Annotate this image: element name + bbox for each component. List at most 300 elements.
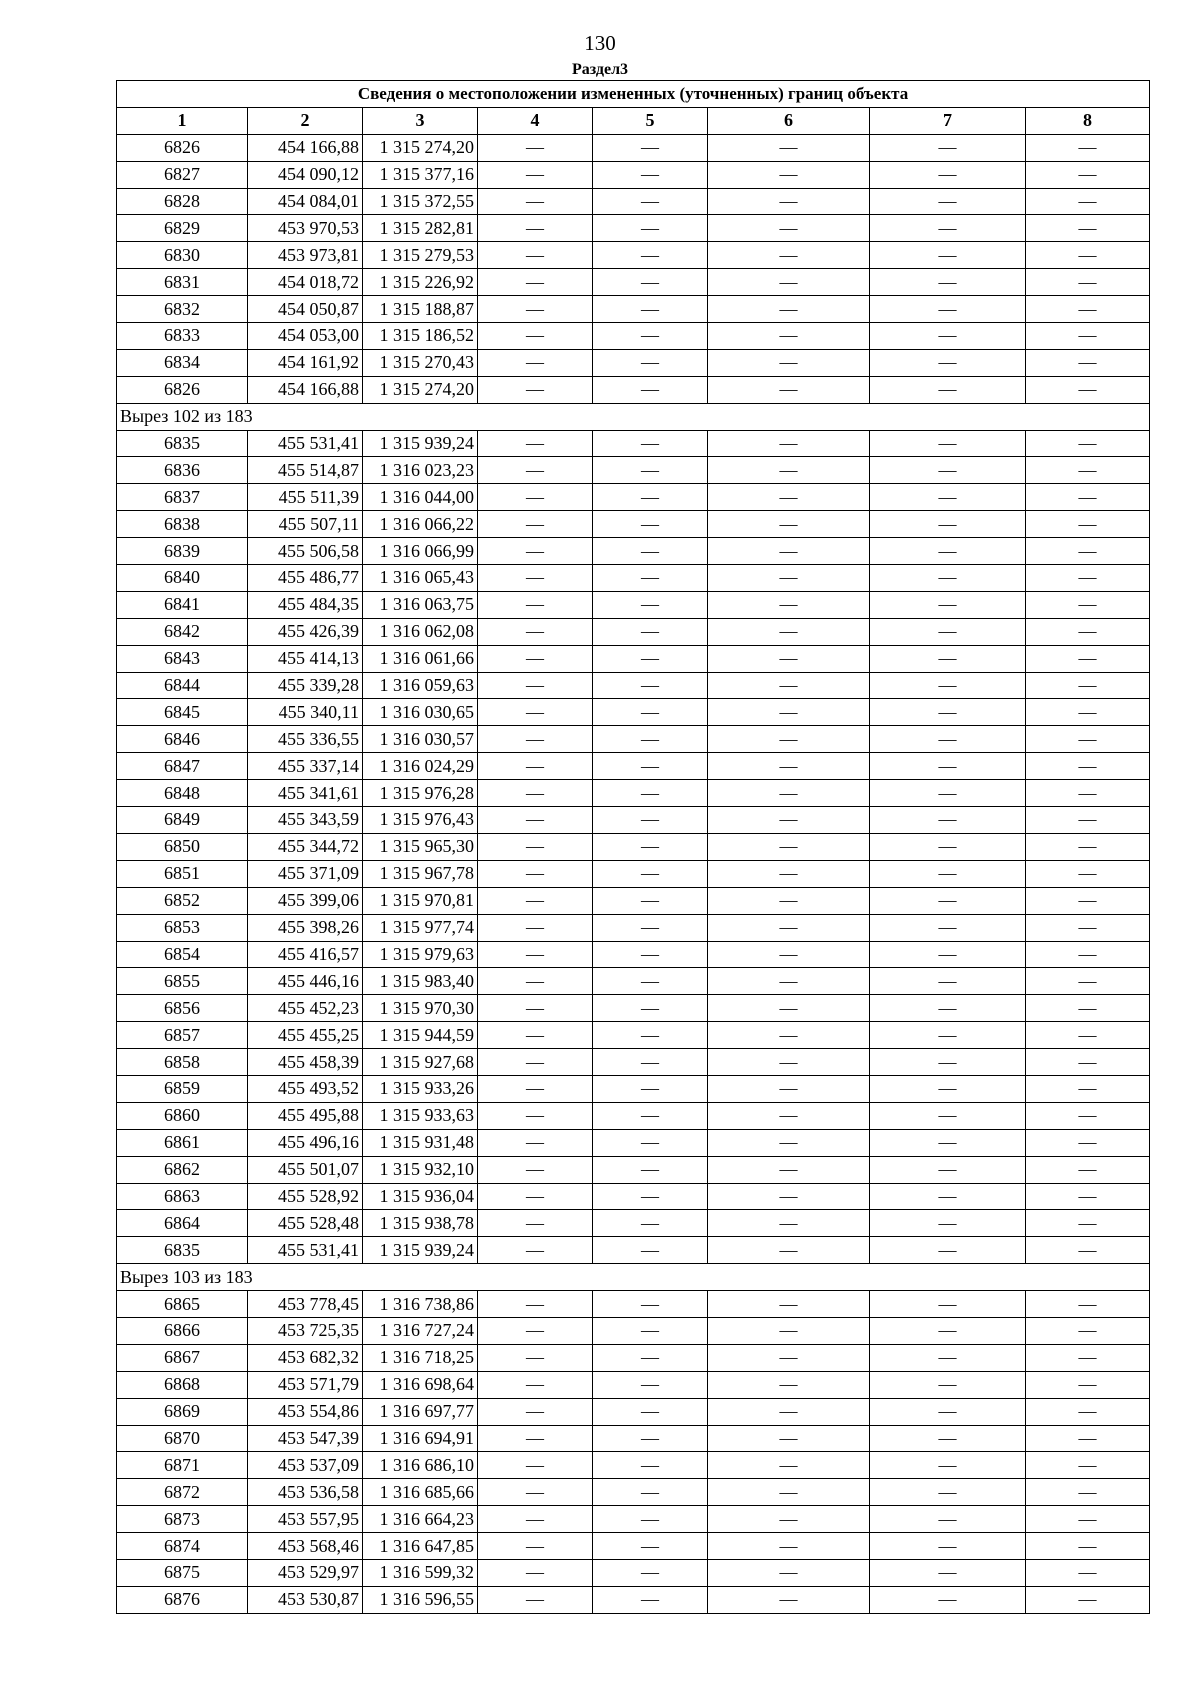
empty-value-cell: — [708, 833, 870, 860]
group-header-row [117, 403, 1150, 430]
empty-value-cell: — [870, 484, 1026, 511]
empty-value-cell: — [708, 1479, 870, 1506]
empty-value-cell: — [593, 780, 708, 807]
y-coordinate-cell: 1 315 933,63 [363, 1102, 478, 1129]
table-row [117, 1533, 1150, 1560]
table-row [117, 1237, 1150, 1264]
point-number-cell: 6870 [117, 1425, 248, 1452]
table-row [117, 511, 1150, 538]
x-coordinate-cell: 453 973,81 [248, 242, 363, 269]
point-number-cell: 6826 [117, 376, 248, 403]
y-coordinate-cell: 1 316 063,75 [363, 591, 478, 618]
x-coordinate-cell: 455 426,39 [248, 618, 363, 645]
point-number-cell: 6845 [117, 699, 248, 726]
table-row [117, 968, 1150, 995]
empty-value-cell: — [593, 323, 708, 350]
point-number-cell: 6826 [117, 134, 248, 161]
x-coordinate-cell: 455 337,14 [248, 753, 363, 780]
empty-value-cell: — [478, 914, 593, 941]
empty-value-cell: — [478, 1425, 593, 1452]
empty-value-cell: — [593, 591, 708, 618]
x-coordinate-cell: 455 341,61 [248, 780, 363, 807]
y-coordinate-cell: 1 315 186,52 [363, 323, 478, 350]
empty-value-cell: — [1026, 672, 1150, 699]
x-coordinate-cell: 455 336,55 [248, 726, 363, 753]
table-row [117, 753, 1150, 780]
table-row [117, 430, 1150, 457]
empty-value-cell: — [593, 296, 708, 323]
empty-value-cell: — [708, 1022, 870, 1049]
table-row [117, 457, 1150, 484]
empty-value-cell: — [478, 1049, 593, 1076]
point-number-cell: 6863 [117, 1183, 248, 1210]
empty-value-cell: — [708, 1075, 870, 1102]
empty-value-cell: — [870, 618, 1026, 645]
x-coordinate-cell: 455 340,11 [248, 699, 363, 726]
empty-value-cell: — [870, 860, 1026, 887]
y-coordinate-cell: 1 315 983,40 [363, 968, 478, 995]
empty-value-cell: — [593, 269, 708, 296]
section-title: Раздел3 [571, 61, 629, 78]
y-coordinate-cell: 1 316 065,43 [363, 565, 478, 592]
table-caption: Сведения о местоположении измененных (уточненных) границ объекта [117, 81, 1150, 108]
empty-value-cell: — [593, 887, 708, 914]
empty-value-cell: — [593, 1291, 708, 1318]
x-coordinate-cell: 453 529,97 [248, 1559, 363, 1586]
empty-value-cell: — [478, 1022, 593, 1049]
x-coordinate-cell: 455 506,58 [248, 538, 363, 565]
empty-value-cell: — [1026, 1237, 1150, 1264]
empty-value-cell: — [1026, 1049, 1150, 1076]
empty-value-cell: — [478, 215, 593, 242]
point-number-cell: 6842 [117, 618, 248, 645]
column-number: 1 [117, 107, 248, 134]
empty-value-cell: — [593, 1183, 708, 1210]
empty-value-cell: — [708, 807, 870, 834]
column-number: 5 [593, 107, 708, 134]
table-row [117, 349, 1150, 376]
y-coordinate-cell: 1 315 976,28 [363, 780, 478, 807]
empty-value-cell: — [1026, 349, 1150, 376]
empty-value-cell: — [1026, 914, 1150, 941]
x-coordinate-cell: 453 568,46 [248, 1533, 363, 1560]
x-coordinate-cell: 455 514,87 [248, 457, 363, 484]
y-coordinate-cell: 1 315 274,20 [363, 376, 478, 403]
empty-value-cell: — [870, 1075, 1026, 1102]
empty-value-cell: — [478, 1129, 593, 1156]
y-coordinate-cell: 1 315 279,53 [363, 242, 478, 269]
table-row [117, 1049, 1150, 1076]
empty-value-cell: — [870, 914, 1026, 941]
empty-value-cell: — [708, 1317, 870, 1344]
point-number-cell: 6832 [117, 296, 248, 323]
point-number-cell: 6871 [117, 1452, 248, 1479]
column-number: 2 [248, 107, 363, 134]
empty-value-cell: — [708, 968, 870, 995]
empty-value-cell: — [870, 1049, 1026, 1076]
x-coordinate-cell: 455 446,16 [248, 968, 363, 995]
empty-value-cell: — [708, 1049, 870, 1076]
empty-value-cell: — [1026, 430, 1150, 457]
point-number-cell: 6874 [117, 1533, 248, 1560]
empty-value-cell: — [870, 134, 1026, 161]
table-row [117, 296, 1150, 323]
empty-value-cell: — [1026, 1075, 1150, 1102]
y-coordinate-cell: 1 315 976,43 [363, 807, 478, 834]
empty-value-cell: — [870, 1022, 1026, 1049]
empty-value-cell: — [593, 215, 708, 242]
empty-value-cell: — [708, 1156, 870, 1183]
empty-value-cell: — [1026, 484, 1150, 511]
empty-value-cell: — [870, 1398, 1026, 1425]
empty-value-cell: — [708, 1533, 870, 1560]
point-number-cell: 6834 [117, 349, 248, 376]
y-coordinate-cell: 1 315 965,30 [363, 833, 478, 860]
empty-value-cell: — [1026, 833, 1150, 860]
empty-value-cell: — [708, 1371, 870, 1398]
table-row [117, 941, 1150, 968]
empty-value-cell: — [870, 1479, 1026, 1506]
empty-value-cell: — [870, 753, 1026, 780]
y-coordinate-cell: 1 315 979,63 [363, 941, 478, 968]
table-row [117, 1398, 1150, 1425]
empty-value-cell: — [708, 941, 870, 968]
y-coordinate-cell: 1 316 030,57 [363, 726, 478, 753]
x-coordinate-cell: 455 528,92 [248, 1183, 363, 1210]
empty-value-cell: — [870, 833, 1026, 860]
empty-value-cell: — [870, 941, 1026, 968]
empty-value-cell: — [593, 1479, 708, 1506]
empty-value-cell: — [870, 511, 1026, 538]
empty-value-cell: — [708, 1129, 870, 1156]
empty-value-cell: — [478, 833, 593, 860]
x-coordinate-cell: 455 496,16 [248, 1129, 363, 1156]
y-coordinate-cell: 1 316 062,08 [363, 618, 478, 645]
y-coordinate-cell: 1 315 970,81 [363, 887, 478, 914]
empty-value-cell: — [870, 1533, 1026, 1560]
empty-value-cell: — [1026, 780, 1150, 807]
empty-value-cell: — [1026, 1129, 1150, 1156]
x-coordinate-cell: 455 493,52 [248, 1075, 363, 1102]
empty-value-cell: — [1026, 269, 1150, 296]
empty-value-cell: — [593, 995, 708, 1022]
empty-value-cell: — [478, 618, 593, 645]
y-coordinate-cell: 1 316 694,91 [363, 1425, 478, 1452]
y-coordinate-cell: 1 316 738,86 [363, 1291, 478, 1318]
empty-value-cell: — [1026, 699, 1150, 726]
point-number-cell: 6844 [117, 672, 248, 699]
point-number-cell: 6873 [117, 1506, 248, 1533]
empty-value-cell: — [1026, 1102, 1150, 1129]
table-row [117, 645, 1150, 672]
point-number-cell: 6869 [117, 1398, 248, 1425]
empty-value-cell: — [478, 1533, 593, 1560]
point-number-cell: 6872 [117, 1479, 248, 1506]
empty-value-cell: — [708, 1210, 870, 1237]
column-number: 6 [708, 107, 870, 134]
x-coordinate-cell: 454 090,12 [248, 161, 363, 188]
empty-value-cell: — [1026, 941, 1150, 968]
empty-value-cell: — [870, 807, 1026, 834]
point-number-cell: 6829 [117, 215, 248, 242]
empty-value-cell: — [708, 1586, 870, 1613]
empty-value-cell: — [593, 1371, 708, 1398]
point-number-cell: 6852 [117, 887, 248, 914]
x-coordinate-cell: 453 537,09 [248, 1452, 363, 1479]
empty-value-cell: — [478, 565, 593, 592]
table-row [117, 1586, 1150, 1613]
x-coordinate-cell: 453 554,86 [248, 1398, 363, 1425]
empty-value-cell: — [593, 1344, 708, 1371]
point-number-cell: 6846 [117, 726, 248, 753]
y-coordinate-cell: 1 315 927,68 [363, 1049, 478, 1076]
x-coordinate-cell: 455 484,35 [248, 591, 363, 618]
empty-value-cell: — [1026, 296, 1150, 323]
empty-value-cell: — [708, 511, 870, 538]
empty-value-cell: — [478, 296, 593, 323]
empty-value-cell: — [870, 672, 1026, 699]
empty-value-cell: — [593, 618, 708, 645]
table-row [117, 376, 1150, 403]
point-number-cell: 6865 [117, 1291, 248, 1318]
empty-value-cell: — [478, 1452, 593, 1479]
empty-value-cell: — [478, 753, 593, 780]
empty-value-cell: — [1026, 215, 1150, 242]
empty-value-cell: — [593, 753, 708, 780]
empty-value-cell: — [1026, 376, 1150, 403]
empty-value-cell: — [478, 699, 593, 726]
empty-value-cell: — [708, 565, 870, 592]
empty-value-cell: — [593, 1506, 708, 1533]
empty-value-cell: — [708, 215, 870, 242]
empty-value-cell: — [1026, 1344, 1150, 1371]
y-coordinate-cell: 1 316 718,25 [363, 1344, 478, 1371]
x-coordinate-cell: 454 166,88 [248, 134, 363, 161]
empty-value-cell: — [478, 1479, 593, 1506]
x-coordinate-cell: 455 344,72 [248, 833, 363, 860]
page-number: 130 [584, 31, 616, 55]
table-row [117, 887, 1150, 914]
empty-value-cell: — [593, 242, 708, 269]
empty-value-cell: — [1026, 1210, 1150, 1237]
empty-value-cell: — [593, 349, 708, 376]
empty-value-cell: — [708, 188, 870, 215]
point-number-cell: 6862 [117, 1156, 248, 1183]
y-coordinate-cell: 1 315 931,48 [363, 1129, 478, 1156]
point-number-cell: 6849 [117, 807, 248, 834]
x-coordinate-cell: 455 495,88 [248, 1102, 363, 1129]
table-row [117, 1371, 1150, 1398]
empty-value-cell: — [478, 430, 593, 457]
empty-value-cell: — [1026, 538, 1150, 565]
empty-value-cell: — [1026, 1156, 1150, 1183]
x-coordinate-cell: 455 371,09 [248, 860, 363, 887]
empty-value-cell: — [593, 1425, 708, 1452]
table-row [117, 1317, 1150, 1344]
x-coordinate-cell: 455 528,48 [248, 1210, 363, 1237]
empty-value-cell: — [1026, 1291, 1150, 1318]
x-coordinate-cell: 454 166,88 [248, 376, 363, 403]
empty-value-cell: — [708, 430, 870, 457]
point-number-cell: 6867 [117, 1344, 248, 1371]
empty-value-cell: — [708, 296, 870, 323]
empty-value-cell: — [870, 1586, 1026, 1613]
point-number-cell: 6831 [117, 269, 248, 296]
empty-value-cell: — [478, 1291, 593, 1318]
empty-value-cell: — [478, 323, 593, 350]
table-row [117, 1156, 1150, 1183]
point-number-cell: 6859 [117, 1075, 248, 1102]
empty-value-cell: — [478, 269, 593, 296]
empty-value-cell: — [593, 1075, 708, 1102]
empty-value-cell: — [1026, 1371, 1150, 1398]
x-coordinate-cell: 455 452,23 [248, 995, 363, 1022]
empty-value-cell: — [1026, 511, 1150, 538]
x-coordinate-cell: 455 398,26 [248, 914, 363, 941]
empty-value-cell: — [708, 618, 870, 645]
empty-value-cell: — [870, 1237, 1026, 1264]
x-coordinate-cell: 455 343,59 [248, 807, 363, 834]
point-number-cell: 6839 [117, 538, 248, 565]
point-number-cell: 6837 [117, 484, 248, 511]
empty-value-cell: — [708, 269, 870, 296]
empty-value-cell: — [870, 887, 1026, 914]
y-coordinate-cell: 1 315 970,30 [363, 995, 478, 1022]
x-coordinate-cell: 455 399,06 [248, 887, 363, 914]
empty-value-cell: — [593, 726, 708, 753]
point-number-cell: 6868 [117, 1371, 248, 1398]
empty-value-cell: — [708, 1291, 870, 1318]
empty-value-cell: — [708, 860, 870, 887]
empty-value-cell: — [593, 968, 708, 995]
x-coordinate-cell: 455 501,07 [248, 1156, 363, 1183]
y-coordinate-cell: 1 315 372,55 [363, 188, 478, 215]
empty-value-cell: — [1026, 1398, 1150, 1425]
empty-value-cell: — [1026, 188, 1150, 215]
empty-value-cell: — [593, 1533, 708, 1560]
empty-value-cell: — [708, 780, 870, 807]
table-row [117, 1075, 1150, 1102]
empty-value-cell: — [593, 941, 708, 968]
empty-value-cell: — [870, 1210, 1026, 1237]
table-row [117, 672, 1150, 699]
empty-value-cell: — [593, 188, 708, 215]
empty-value-cell: — [708, 457, 870, 484]
x-coordinate-cell: 453 682,32 [248, 1344, 363, 1371]
empty-value-cell: — [870, 188, 1026, 215]
point-number-cell: 6827 [117, 161, 248, 188]
empty-value-cell: — [870, 1371, 1026, 1398]
empty-value-cell: — [593, 376, 708, 403]
empty-value-cell: — [1026, 726, 1150, 753]
table-row [117, 995, 1150, 1022]
column-number: 7 [870, 107, 1026, 134]
empty-value-cell: — [478, 591, 593, 618]
y-coordinate-cell: 1 315 932,10 [363, 1156, 478, 1183]
empty-value-cell: — [870, 1425, 1026, 1452]
y-coordinate-cell: 1 315 936,04 [363, 1183, 478, 1210]
y-coordinate-cell: 1 316 066,99 [363, 538, 478, 565]
x-coordinate-cell: 453 557,95 [248, 1506, 363, 1533]
point-number-cell: 6855 [117, 968, 248, 995]
y-coordinate-cell: 1 315 282,81 [363, 215, 478, 242]
empty-value-cell: — [478, 941, 593, 968]
empty-value-cell: — [708, 914, 870, 941]
empty-value-cell: — [870, 430, 1026, 457]
empty-value-cell: — [708, 591, 870, 618]
empty-value-cell: — [478, 161, 593, 188]
empty-value-cell: — [1026, 242, 1150, 269]
x-coordinate-cell: 455 458,39 [248, 1049, 363, 1076]
empty-value-cell: — [1026, 1559, 1150, 1586]
empty-value-cell: — [870, 349, 1026, 376]
y-coordinate-cell: 1 316 686,10 [363, 1452, 478, 1479]
empty-value-cell: — [870, 215, 1026, 242]
empty-value-cell: — [1026, 1425, 1150, 1452]
point-number-cell: 6861 [117, 1129, 248, 1156]
empty-value-cell: — [870, 1344, 1026, 1371]
empty-value-cell: — [593, 1102, 708, 1129]
empty-value-cell: — [870, 565, 1026, 592]
table-row [117, 1479, 1150, 1506]
empty-value-cell: — [708, 1398, 870, 1425]
empty-value-cell: — [708, 887, 870, 914]
point-number-cell: 6857 [117, 1022, 248, 1049]
table-row [117, 1102, 1150, 1129]
empty-value-cell: — [870, 538, 1026, 565]
y-coordinate-cell: 1 316 023,23 [363, 457, 478, 484]
x-coordinate-cell: 455 531,41 [248, 430, 363, 457]
empty-value-cell: — [870, 323, 1026, 350]
y-coordinate-cell: 1 316 698,64 [363, 1371, 478, 1398]
group-header-row [117, 1264, 1150, 1291]
empty-value-cell: — [478, 1371, 593, 1398]
x-coordinate-cell: 455 486,77 [248, 565, 363, 592]
point-number-cell: 6836 [117, 457, 248, 484]
empty-value-cell: — [478, 1075, 593, 1102]
table-row [117, 188, 1150, 215]
empty-value-cell: — [708, 484, 870, 511]
empty-value-cell: — [870, 1291, 1026, 1318]
table-row [117, 1183, 1150, 1210]
empty-value-cell: — [870, 376, 1026, 403]
empty-value-cell: — [708, 349, 870, 376]
empty-value-cell: — [478, 457, 593, 484]
x-coordinate-cell: 455 455,25 [248, 1022, 363, 1049]
x-coordinate-cell: 454 050,87 [248, 296, 363, 323]
empty-value-cell: — [478, 995, 593, 1022]
empty-value-cell: — [593, 1317, 708, 1344]
empty-value-cell: — [708, 1425, 870, 1452]
x-coordinate-cell: 454 018,72 [248, 269, 363, 296]
y-coordinate-cell: 1 316 727,24 [363, 1317, 478, 1344]
empty-value-cell: — [1026, 753, 1150, 780]
x-coordinate-cell: 453 725,35 [248, 1317, 363, 1344]
empty-value-cell: — [708, 323, 870, 350]
empty-value-cell: — [1026, 591, 1150, 618]
empty-value-cell: — [708, 645, 870, 672]
y-coordinate-cell: 1 316 066,22 [363, 511, 478, 538]
point-number-cell: 6835 [117, 430, 248, 457]
group-label: Вырез 102 из 183 [117, 403, 1150, 430]
point-number-cell: 6838 [117, 511, 248, 538]
empty-value-cell: — [593, 565, 708, 592]
empty-value-cell: — [708, 538, 870, 565]
empty-value-cell: — [478, 1586, 593, 1613]
table-row [117, 780, 1150, 807]
empty-value-cell: — [708, 726, 870, 753]
empty-value-cell: — [1026, 565, 1150, 592]
